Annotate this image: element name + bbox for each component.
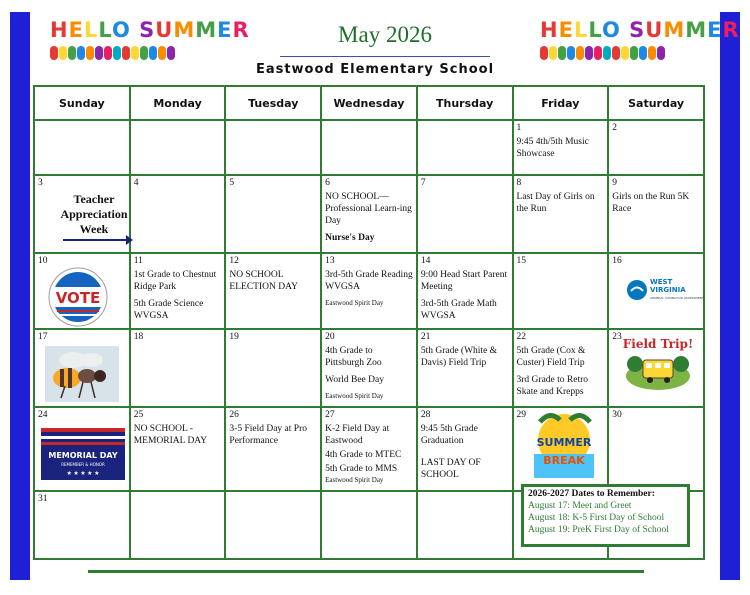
svg-text:★ ★ ★ ★ ★: ★ ★ ★ ★ ★ (66, 471, 100, 477)
day-number: 9 (612, 178, 617, 188)
flip-flops-icon (50, 46, 200, 60)
day-number: 26 (229, 410, 239, 420)
summer-break-icon (530, 410, 598, 480)
day-number: 3 (38, 178, 43, 188)
day-number: 24 (38, 410, 48, 420)
day-cell-3 (34, 175, 130, 253)
empty-day-cell (321, 120, 417, 175)
remember-item: August 18: K-5 First Day of School (528, 512, 665, 523)
day-number: 22 (516, 332, 527, 342)
day-cell-13 (321, 253, 417, 329)
weekday-monday: Monday (130, 86, 226, 120)
hello-summer-banner-left (50, 18, 250, 78)
event-text: NO SCHOOL ELECTION DAY (229, 269, 298, 292)
event-text: Nurse's Day (325, 232, 375, 243)
day-cell-25 (130, 407, 226, 491)
day-number: 19 (229, 332, 239, 342)
event-text: NO SCHOOL - MEMORIAL DAY (133, 423, 208, 446)
day-cell-5 (225, 175, 321, 253)
day-number: 7 (420, 178, 426, 188)
wv-label-3: GENERAL SUMMATIVE ASSESSMENT (650, 296, 705, 300)
spirit-day-label: Eastwood Spirit Day (325, 298, 384, 307)
empty-day-cell (130, 491, 226, 559)
memorial-day-label: MEMORIAL DAY (48, 451, 118, 460)
empty-day-cell (225, 491, 321, 559)
day-number: 28 (420, 410, 431, 420)
left-border-stripe (10, 12, 30, 580)
day-number: 11 (133, 256, 143, 266)
wvgsa-logo-icon (625, 272, 705, 308)
banner-text: HELLO SUMMER (50, 18, 250, 42)
empty-day-cell (130, 120, 226, 175)
remember-honor-label: REMEMBER & HONOR (61, 462, 105, 467)
spirit-day-label: Eastwood Spirit Day (325, 391, 384, 400)
wv-label-1: WEST (650, 278, 673, 286)
day-number: 30 (612, 410, 622, 420)
event-text: 5th Grade Science WVGSA (133, 298, 204, 321)
day-number: 6 (325, 178, 330, 188)
banner-text: HELLO SUMMER (540, 18, 740, 42)
day-cell-29 (513, 407, 609, 491)
event-text: 5th Grade to MMS (325, 463, 398, 474)
event-text: 9:45 5th Grade Graduation (420, 423, 478, 446)
weekday-header-row (34, 86, 704, 120)
event-text: 9:00 Head Start Parent Meeting (420, 269, 508, 292)
day-cell-15 (513, 253, 609, 329)
event-text: Last Day of Girls on the Run (516, 191, 595, 214)
title-underline (280, 56, 490, 57)
day-number: 4 (133, 178, 139, 188)
day-number: 1 (516, 123, 522, 133)
school-name: Eastwood Elementary School (255, 62, 495, 77)
weekday-tuesday: Tuesday (225, 86, 321, 120)
day-number: 2 (612, 123, 617, 133)
day-cell-28 (417, 407, 513, 491)
day-cell-1 (513, 120, 609, 175)
spirit-day-label: Eastwood Spirit Day (325, 476, 384, 485)
month-title: May 2026 (338, 22, 432, 47)
day-number: 17 (38, 332, 48, 342)
day-cell-30 (608, 407, 704, 491)
day-cell-10 (34, 253, 130, 329)
event-text: 9:45 4th/5th Music Showcase (516, 136, 589, 159)
flip-flops-icon (540, 46, 690, 60)
day-number: 14 (420, 256, 431, 266)
wv-label-2: VIRGINIA (650, 286, 686, 294)
day-cell-9 (608, 175, 704, 253)
day-number: 23 (612, 332, 622, 342)
day-cell-18 (130, 329, 226, 407)
memorial-day-flag-icon (41, 428, 125, 480)
empty-day-cell (417, 491, 513, 559)
day-cell-23 (608, 329, 704, 407)
day-cell-2 (608, 120, 704, 175)
vote-badge-icon (47, 266, 109, 328)
day-number: 12 (229, 256, 239, 266)
field-trip-label: Field Trip! (623, 337, 694, 351)
day-cell-22 (513, 329, 609, 407)
weekday-saturday: Saturday (608, 86, 704, 120)
day-cell-17 (34, 329, 130, 407)
right-border-stripe (720, 12, 740, 580)
day-number: 16 (612, 256, 622, 266)
empty-day-cell (417, 120, 513, 175)
remember-item: August 17: Meet and Greet (528, 500, 632, 511)
event-text: K-2 Field Day at Eastwood (325, 423, 390, 446)
event-text: 3-5 Field Day at Pro Performance (229, 423, 307, 446)
bee-icon (45, 346, 119, 402)
day-number: 25 (133, 410, 144, 420)
summer-label: SUMMER (536, 436, 591, 449)
empty-day-cell (225, 120, 321, 175)
vote-label: VOTE (55, 289, 101, 307)
week-row-1 (34, 120, 704, 175)
day-number: 8 (516, 178, 522, 188)
event-text: 1st Grade to Chestnut Ridge Park (133, 269, 217, 292)
day-number: 29 (516, 410, 527, 420)
day-cell-6 (321, 175, 417, 253)
day-cell-14 (417, 253, 513, 329)
empty-day-cell (34, 120, 130, 175)
day-number: 5 (229, 178, 235, 188)
day-number: 31 (38, 494, 48, 504)
event-text: 4th Grade to MTEC (325, 449, 402, 460)
teacher-appreciation-label: Teacher Appreciation Week (60, 192, 128, 236)
week-row-3 (34, 253, 704, 329)
remember-item: August 19: PreK First Day of School (528, 524, 669, 535)
break-label: BREAK (542, 454, 585, 467)
day-cell-7 (417, 175, 513, 253)
event-text: 3rd Grade to Retro Skate and Krepps (516, 374, 589, 397)
day-number: 13 (325, 256, 335, 266)
bottom-divider (88, 570, 644, 573)
field-trip-bus-icon (623, 334, 693, 396)
event-text: 3rd-5th Grade Math WVGSA (420, 298, 497, 321)
weekday-thursday: Thursday (417, 86, 513, 120)
event-text: World Bee Day (325, 374, 384, 385)
hello-summer-banner-right (540, 18, 740, 78)
day-number: 10 (38, 256, 48, 266)
arrow-right-icon (63, 239, 131, 241)
dates-to-remember-box (521, 484, 690, 547)
day-cell-21 (417, 329, 513, 407)
day-number: 21 (420, 332, 431, 342)
day-cell-11 (130, 253, 226, 329)
day-number: 15 (516, 256, 527, 266)
event-text: Girls on the Run 5K Race (612, 191, 690, 214)
day-cell-8 (513, 175, 609, 253)
day-number: 27 (325, 410, 335, 420)
week-row-2 (34, 175, 704, 253)
weekday-wednesday: Wednesday (321, 86, 417, 120)
event-text: 5th Grade (Cox & Custer) Field Trip (516, 345, 586, 368)
weekday-sunday: Sunday (34, 86, 130, 120)
day-cell-31 (34, 491, 130, 559)
day-cell-20 (321, 329, 417, 407)
day-cell-16 (608, 253, 704, 329)
day-cell-26 (225, 407, 321, 491)
day-cell-24 (34, 407, 130, 491)
event-text: LAST DAY OF SCHOOL (420, 457, 481, 480)
day-cell-4 (130, 175, 226, 253)
empty-day-cell (321, 491, 417, 559)
dates-to-remember-title: 2026-2027 Dates to Remember: (528, 489, 655, 499)
day-cell-19 (225, 329, 321, 407)
day-number: 20 (325, 332, 335, 342)
day-cell-27 (321, 407, 417, 491)
event-text: 5th Grade (White & Davis) Field Trip (420, 345, 498, 368)
day-cell-12 (225, 253, 321, 329)
event-text: 3rd-5th Grade Reading WVGSA (325, 269, 413, 292)
day-number: 18 (133, 332, 144, 342)
weekday-friday: Friday (513, 86, 609, 120)
week-row-4 (34, 329, 704, 407)
week-row-5 (34, 407, 704, 491)
event-text: 4th Grade to Pittsburgh Zoo (325, 345, 382, 368)
event-text: NO SCHOOL—Professional Learn-ing Day (325, 191, 412, 226)
